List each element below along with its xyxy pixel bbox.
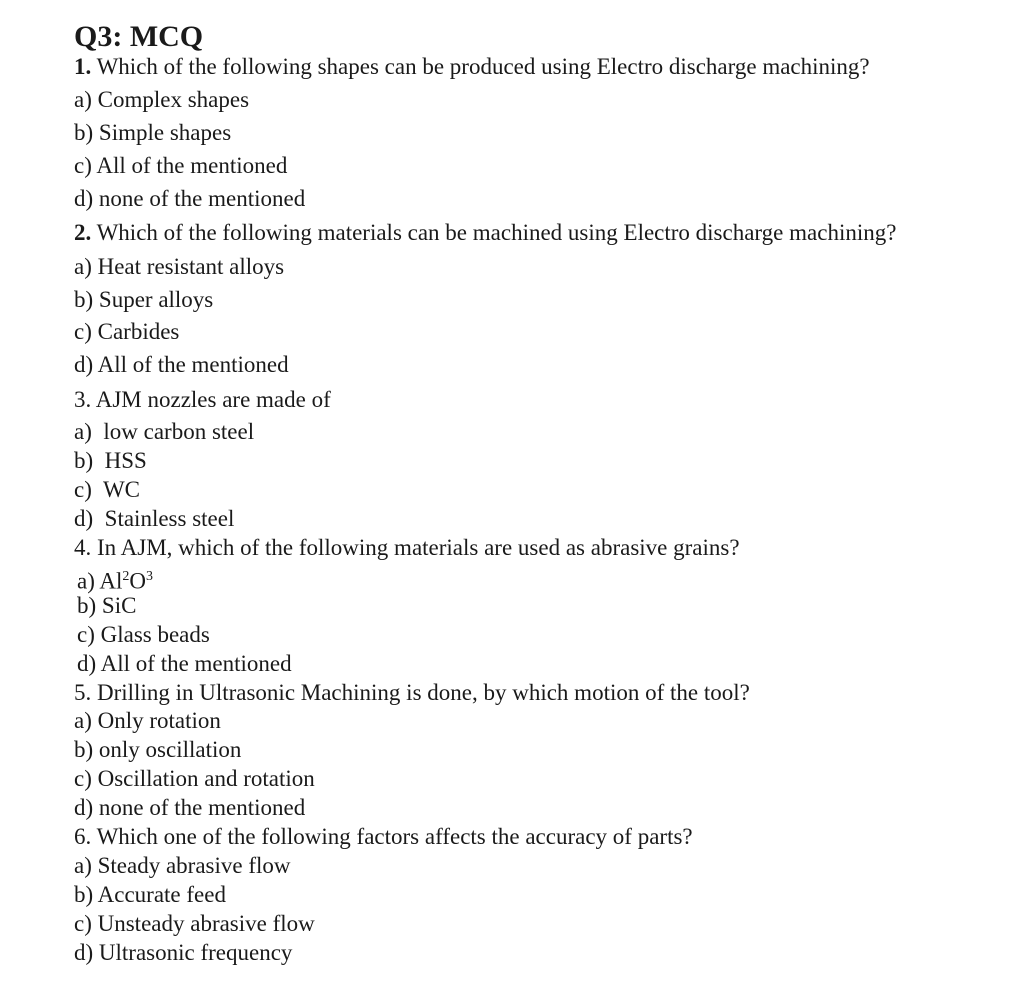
question-1	[74, 53, 870, 81]
question-1-option-b: b) Simple shapes	[74, 120, 232, 145]
question-5-option-d: d) none of the mentioned	[74, 795, 306, 820]
question-4-option-a-sup1: 2	[122, 569, 130, 584]
question-1-option-a: a) Complex shapes	[74, 87, 250, 112]
question-3-option-c: c) WC	[74, 477, 141, 502]
question-3-text: AJM nozzles are made of	[95, 387, 331, 412]
question-4-option-b: b) SiC	[77, 593, 137, 618]
question-6-option-b: b) Accurate feed	[74, 882, 226, 907]
question-6-number: 6.	[74, 824, 92, 849]
question-3-option-b: b) HSS	[74, 448, 147, 473]
question-2-option-c: c) Carbides	[74, 319, 180, 344]
question-6-option-d: d) Ultrasonic frequency	[74, 940, 293, 965]
question-5-option-b: b) only oscillation	[74, 737, 242, 762]
question-6-option-a: a) Steady abrasive flow	[74, 853, 291, 878]
question-5-text: Drilling in Ultrasonic Machining is done, by which motion of the tool?	[97, 680, 750, 705]
question-4-option-a-base: a) Al	[77, 568, 123, 594]
question-1-option-d: d) none of the mentioned	[74, 186, 306, 211]
question-5-option-a: a) Only rotation	[74, 708, 221, 733]
question-2-option-d: d) All of the mentioned	[74, 352, 289, 377]
question-2	[74, 219, 896, 247]
question-5-number: 5.	[74, 680, 92, 705]
question-5	[74, 679, 750, 707]
question-6-option-c: c) Unsteady abrasive flow	[74, 911, 315, 936]
question-4-text: In AJM, which of the following materials are used as abrasive grains?	[97, 535, 740, 560]
section-title: Q3: MCQ	[74, 20, 204, 53]
question-6	[74, 823, 693, 851]
question-6-text: Which one of the following factors affects the accuracy of parts?	[96, 824, 693, 849]
question-4-option-a-sup2: 3	[145, 569, 153, 584]
question-4-option-c: c) Glass beads	[77, 622, 210, 647]
question-2-number: 2.	[74, 220, 92, 245]
question-4-option-a	[77, 563, 153, 596]
question-4-option-d: d) All of the mentioned	[77, 651, 292, 676]
question-4-number: 4.	[74, 535, 92, 560]
question-4-option-a-mid: O	[129, 568, 146, 594]
question-2-option-b: b) Super alloys	[74, 287, 214, 312]
question-3-option-a: a) low carbon steel	[74, 419, 255, 444]
question-1-option-c: c) All of the mentioned	[74, 153, 288, 178]
question-3-option-d: d) Stainless steel	[74, 506, 235, 531]
question-1-number: 1.	[74, 54, 92, 79]
question-2-text: Which of the following materials can be machined using Electro discharge machining?	[96, 220, 897, 245]
question-4	[74, 534, 740, 562]
question-2-option-a: a) Heat resistant alloys	[74, 254, 285, 279]
question-5-option-c: c) Oscillation and rotation	[74, 766, 315, 791]
question-3-number: 3.	[74, 387, 92, 412]
question-1-text: Which of the following shapes can be produced using Electro discharge machining?	[96, 54, 870, 79]
question-3	[74, 386, 331, 414]
